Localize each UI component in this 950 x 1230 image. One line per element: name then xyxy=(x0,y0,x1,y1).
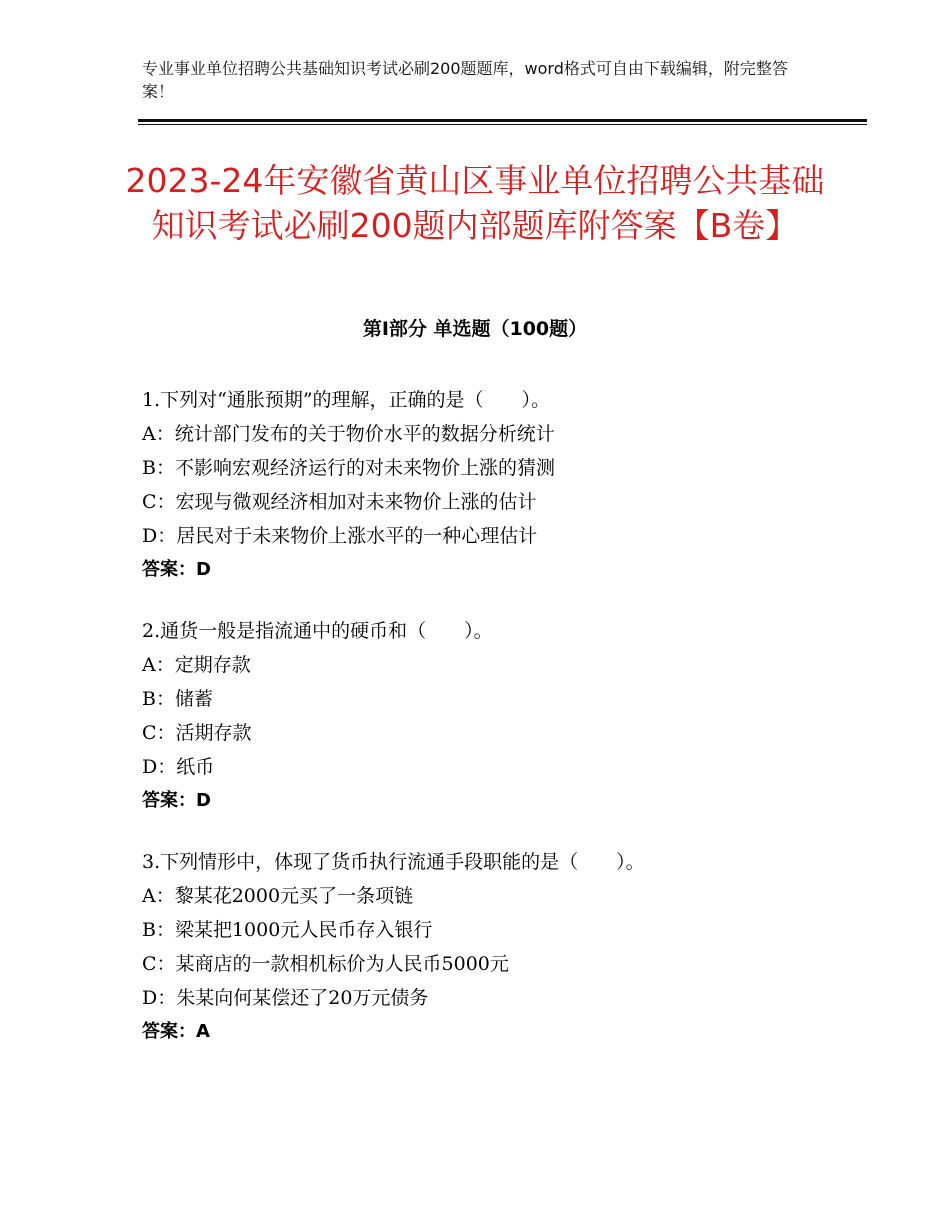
option-a: A：定期存款 xyxy=(142,654,251,676)
question-3 xyxy=(142,845,882,1049)
option-c: C：宏现与微观经济相加对未来物价上涨的估计 xyxy=(142,491,537,513)
option-d: D：朱某向何某偿还了20万元债务 xyxy=(142,987,429,1009)
option-d: D：居民对于未来物价上涨水平的一种心理估计 xyxy=(142,525,538,547)
question-stem: 3.下列情形中，体现了货币执行流通手段职能的是（ ）。 xyxy=(142,851,645,873)
option-b: B：储蓄 xyxy=(142,688,213,710)
option-a: A：黎某花2000元买了一条项链 xyxy=(142,885,414,907)
question-stem: 1.下列对“通胀预期”的理解，正确的是（ ）。 xyxy=(142,389,551,411)
header-rule-thin xyxy=(138,124,867,125)
option-c: C：活期存款 xyxy=(142,722,252,744)
header-rule xyxy=(138,119,867,122)
question-1 xyxy=(142,383,882,587)
question-stem: 2.通货一般是指流通中的硬币和（ ）。 xyxy=(142,620,493,642)
option-a: A：统计部门发布的关于物价水平的数据分析统计 xyxy=(142,423,555,445)
question-list xyxy=(142,383,882,1076)
option-b: B：不影响宏观经济运行的对未来物价上涨的猜测 xyxy=(142,457,555,479)
section-title: 第Ⅰ部分 单选题（100题） xyxy=(362,318,588,340)
option-c: C：某商店的一款相机标价为人民币5000元 xyxy=(142,953,509,975)
answer: 答案：A xyxy=(142,1021,210,1042)
document-title: 2023-24年安徽省黄山区事业单位招聘公共基础知识考试必刷200题内部题库附答案【B卷】 xyxy=(125,161,825,245)
option-d: D：纸币 xyxy=(142,756,215,778)
header-note: 专业事业单位招聘公共基础知识考试必刷200题题库，word格式可自由下载编辑，附完整答案！ xyxy=(142,59,788,101)
answer: 答案：D xyxy=(142,790,211,811)
answer: 答案：D xyxy=(142,559,211,580)
question-2 xyxy=(142,614,882,818)
option-b: B：梁某把1000元人民币存入银行 xyxy=(142,919,433,941)
